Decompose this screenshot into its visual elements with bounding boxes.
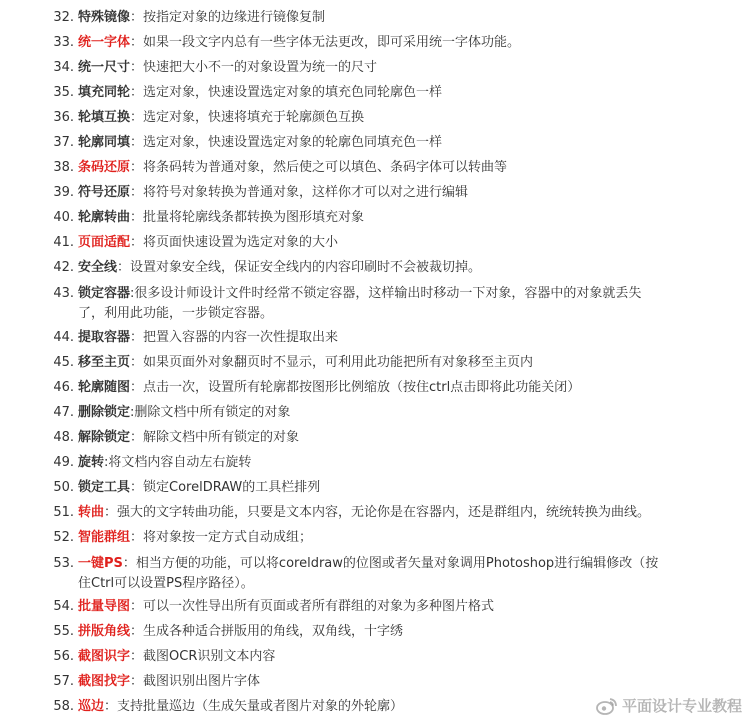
item-separator: ： xyxy=(130,649,144,664)
item-term: 删除锁定 xyxy=(78,405,131,420)
item-description: 支持批量巡边（生成矢量或者图片对象的外轮廓） xyxy=(117,699,404,714)
item-number: 58. xyxy=(53,699,74,714)
item-number: 37. xyxy=(53,135,74,150)
list-item xyxy=(30,403,690,423)
item-description: 选定对象，快速设置选定对象的轮廓色同填充色一样 xyxy=(143,135,443,150)
item-separator: ： xyxy=(130,330,144,345)
item-separator: ： xyxy=(130,60,144,75)
item-description-continued: 住Ctrl可以设置PS程序路径）。 xyxy=(78,576,254,591)
list-item xyxy=(30,697,690,717)
item-description: 把置入容器的内容一次性提取出来 xyxy=(143,330,339,345)
item-separator: ： xyxy=(130,185,144,200)
item-number: 45. xyxy=(53,355,74,370)
item-number: 39. xyxy=(53,185,74,200)
item-number: 43. xyxy=(53,286,74,301)
list-item xyxy=(30,58,690,78)
item-term: 截图识字 xyxy=(78,649,131,664)
list-item xyxy=(30,672,690,692)
item-number: 55. xyxy=(53,624,74,639)
item-separator: : xyxy=(104,455,109,470)
item-number: 42. xyxy=(53,260,74,275)
item-description: 批量将轮廓线条都转换为图形填充对象 xyxy=(143,210,365,225)
item-number: 38. xyxy=(53,160,74,175)
list-item xyxy=(30,208,690,228)
list-item xyxy=(30,528,690,548)
item-separator: ： xyxy=(130,85,144,100)
item-term: 一键PS xyxy=(78,556,123,571)
item-number: 34. xyxy=(53,60,74,75)
item-description: 解除文档中所有锁定的对象 xyxy=(143,430,300,445)
item-number: 36. xyxy=(53,110,74,125)
item-term: 特殊镜像 xyxy=(78,10,131,25)
item-separator: ： xyxy=(130,160,144,175)
item-description: 按指定对象的边缘进行镜像复制 xyxy=(143,10,326,25)
item-number: 49. xyxy=(53,455,74,470)
list-item xyxy=(30,428,690,448)
item-separator: ： xyxy=(130,480,144,495)
item-term: 移至主页 xyxy=(78,355,131,370)
item-description: 可以一次性导出所有页面或者所有群组的对象为多种图片格式 xyxy=(143,599,495,614)
weibo-icon xyxy=(596,697,618,715)
item-term: 安全线 xyxy=(78,260,118,275)
item-separator: ： xyxy=(130,110,144,125)
item-description: 生成各种适合拼版用的角线，双角线，十字绣 xyxy=(143,624,404,639)
item-separator: : xyxy=(130,286,135,301)
list-item xyxy=(30,183,690,203)
item-description: 点击一次，设置所有轮廓都按图形比例缩放（按住ctrl点击即将此功能关闭） xyxy=(143,380,581,395)
item-number: 40. xyxy=(53,210,74,225)
list-item xyxy=(30,647,690,667)
item-separator: : xyxy=(130,405,135,420)
item-term: 统一字体 xyxy=(78,35,131,50)
item-separator: ： xyxy=(130,599,144,614)
item-description: 将条码转为普通对象，然后使之可以填色、条码字体可以转曲等 xyxy=(143,160,508,175)
item-separator: ： xyxy=(130,210,144,225)
item-description: 将对象按一定方式自动成组； xyxy=(143,530,313,545)
item-term: 轮廓随图 xyxy=(78,380,131,395)
watermark xyxy=(596,695,742,716)
item-description: 将页面快速设置为选定对象的大小 xyxy=(143,235,339,250)
item-separator: ： xyxy=(130,380,144,395)
item-description: 将符号对象转换为普通对象，这样你才可以对之进行编辑 xyxy=(143,185,469,200)
item-term: 转曲 xyxy=(78,505,105,520)
item-term: 提取容器 xyxy=(78,330,131,345)
item-number: 54. xyxy=(53,599,74,614)
list-item xyxy=(30,554,690,594)
item-number: 48. xyxy=(53,430,74,445)
list-item xyxy=(30,258,690,278)
list-item xyxy=(30,133,690,153)
item-term: 条码还原 xyxy=(78,160,131,175)
item-number: 47. xyxy=(53,405,74,420)
item-term: 锁定容器 xyxy=(78,286,131,301)
list-item xyxy=(30,108,690,128)
item-description-continued: 了，利用此功能，一步锁定容器。 xyxy=(78,306,274,321)
item-number: 50. xyxy=(53,480,74,495)
item-description: 很多设计师设计文件时经常不锁定容器，这样输出时移动一下对象，容器中的对象就丢失 xyxy=(134,286,642,301)
item-separator: ： xyxy=(130,35,144,50)
item-separator: ： xyxy=(122,556,136,571)
item-number: 46. xyxy=(53,380,74,395)
list-item xyxy=(30,453,690,473)
item-description: 快速把大小不一的对象设置为统一的尺寸 xyxy=(143,60,378,75)
item-number: 41. xyxy=(53,235,74,250)
item-term: 轮廓同填 xyxy=(78,135,131,150)
list-item xyxy=(30,233,690,253)
list-item xyxy=(30,284,690,324)
item-term: 截图找字 xyxy=(78,674,131,689)
item-description: 设置对象安全线，保证安全线内的内容印刷时不会被裁切掉。 xyxy=(130,260,482,275)
item-description: 截图识别出图片字体 xyxy=(143,674,261,689)
item-description: 如果页面外对象翻页时不显示，可利用此功能把所有对象移至主页内 xyxy=(143,355,534,370)
item-description: 强大的文字转曲功能，只要是文本内容，无论你是在容器内，还是群组内，统统转换为曲线。 xyxy=(117,505,651,520)
item-description: 将文档内容自动左右旋转 xyxy=(108,455,252,470)
item-term: 锁定工具 xyxy=(78,480,131,495)
item-separator: ： xyxy=(130,10,144,25)
item-number: 53. xyxy=(53,556,74,571)
item-separator: ： xyxy=(130,235,144,250)
item-description: 如果一段文字内总有一些字体无法更改，即可采用统一字体功能。 xyxy=(143,35,521,50)
item-term: 轮填互换 xyxy=(78,110,131,125)
item-term: 页面适配 xyxy=(78,235,131,250)
item-term: 解除锁定 xyxy=(78,430,131,445)
item-term: 轮廓转曲 xyxy=(78,210,131,225)
item-term: 批量导图 xyxy=(78,599,131,614)
item-number: 52. xyxy=(53,530,74,545)
item-term: 符号还原 xyxy=(78,185,131,200)
list-item xyxy=(30,478,690,498)
item-number: 32. xyxy=(53,10,74,25)
item-separator: ： xyxy=(104,699,118,714)
item-description: 锁定CorelDRAW的工具栏排列 xyxy=(143,480,321,495)
item-separator: ： xyxy=(130,135,144,150)
item-number: 57. xyxy=(53,674,74,689)
item-term: 旋转 xyxy=(78,455,105,470)
item-separator: ： xyxy=(104,505,118,520)
list-item xyxy=(30,33,690,53)
item-description: 删除文档中所有锁定的对象 xyxy=(134,405,291,420)
list-item xyxy=(30,328,690,348)
list-item xyxy=(30,597,690,617)
item-number: 51. xyxy=(53,505,74,520)
item-description: 选定对象，快速将填充于轮廓颜色互换 xyxy=(143,110,365,125)
watermark-text: 平面设计专业教程 xyxy=(621,697,742,715)
list-item xyxy=(30,353,690,373)
list-item xyxy=(30,378,690,398)
list-item xyxy=(30,503,690,523)
item-number: 44. xyxy=(53,330,74,345)
item-term: 填充同轮 xyxy=(78,85,131,100)
item-separator: ： xyxy=(130,530,144,545)
list-item xyxy=(30,622,690,642)
item-description: 选定对象，快速设置选定对象的填充色同轮廓色一样 xyxy=(143,85,443,100)
item-separator: ： xyxy=(130,624,144,639)
item-number: 56. xyxy=(53,649,74,664)
list-item xyxy=(30,83,690,103)
item-term: 拼版角线 xyxy=(78,624,131,639)
item-separator: ： xyxy=(117,260,131,275)
item-number: 35. xyxy=(53,85,74,100)
item-term: 智能群组 xyxy=(78,530,131,545)
list-item xyxy=(30,8,690,28)
item-number: 33. xyxy=(53,35,74,50)
item-term: 统一尺寸 xyxy=(78,60,131,75)
list-item xyxy=(30,158,690,178)
item-description: 相当方便的功能，可以将coreldraw的位图或者矢量对象调用Photoshop进行编辑修改（按 xyxy=(135,556,659,571)
item-description: 截图OCR识别文本内容 xyxy=(143,649,276,664)
item-separator: ： xyxy=(130,674,144,689)
item-separator: ： xyxy=(130,355,144,370)
item-term: 巡边 xyxy=(78,699,105,714)
item-separator: ： xyxy=(130,430,144,445)
